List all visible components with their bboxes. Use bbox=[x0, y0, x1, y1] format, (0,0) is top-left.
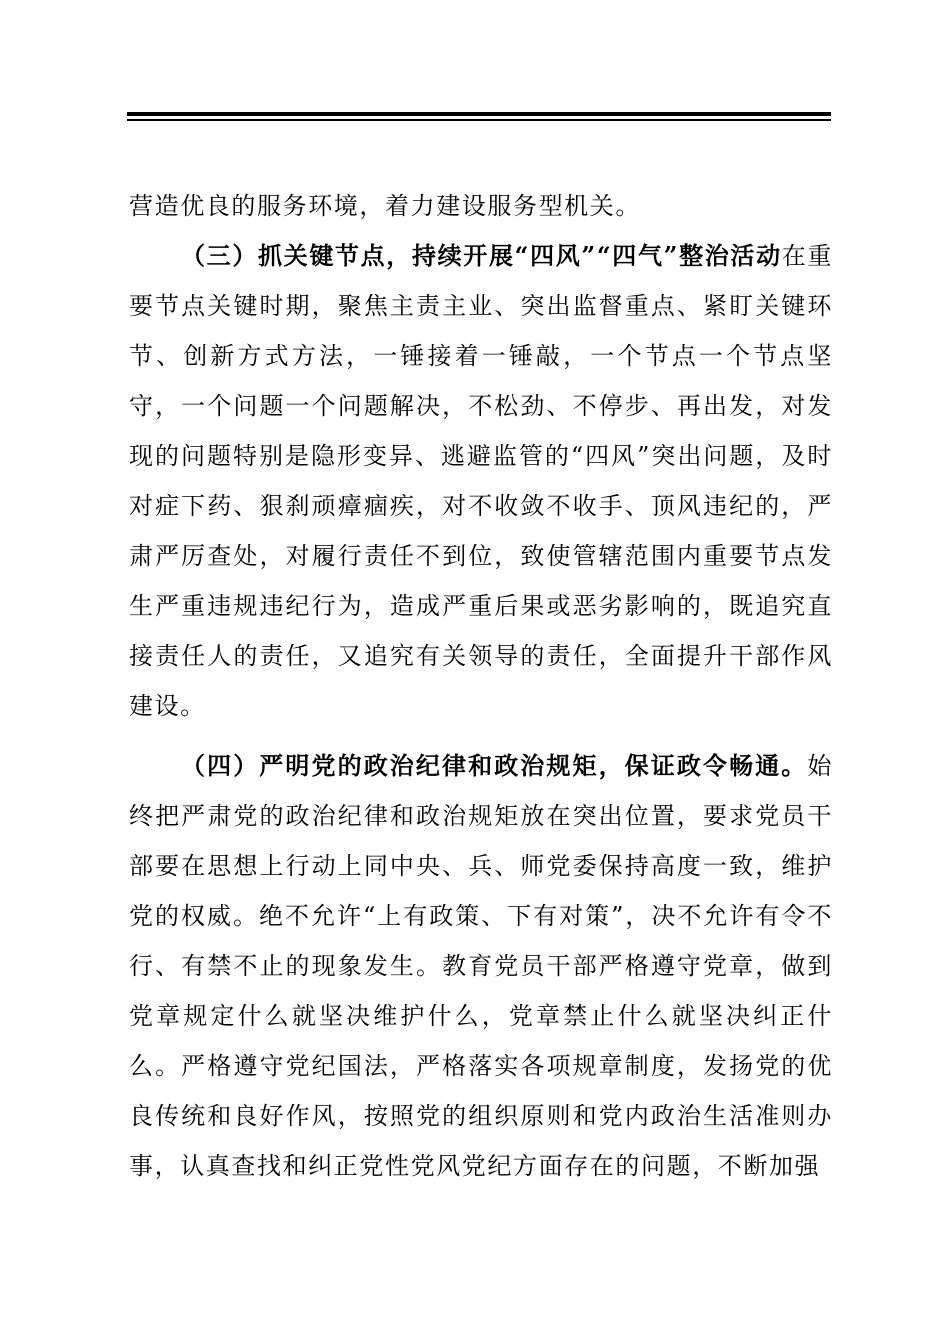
header-rule-thin bbox=[127, 119, 831, 121]
paragraph-section-three bbox=[129, 231, 833, 731]
header-double-rule bbox=[127, 112, 831, 122]
section-heading-three: （三）抓关键节点，持续开展“四风”“四气”整治活动 bbox=[181, 241, 782, 270]
header-rule-thick bbox=[127, 112, 831, 116]
paragraph-text: 营造优良的服务环境，着力建设服务型机关。 bbox=[129, 192, 641, 220]
document-body bbox=[129, 181, 833, 1191]
paragraph-text: 在重要节点关键时期，聚焦主责主业、突出监督重点、紧盯关键环节、创新方式方法，一锤接着一锤敲，一个节点一个节点坚守，一个问题一个问题解决，不松劲、不停步、再出发，对发现的问题特别是隐形变异、逃避监管的“四风”突出问题，及时对症下药、狠刹顽瘴痼疾，对不收敛不收手、顶风违纪的，严肃严厉查处，对履行责任不到位，致使管辖范围内重要节点发生严重违规违纪行为，造成严重后果或恶劣影响的，既追究直接责任人的责任，又追究有关领导的责任，全面提升干部作风建设。 bbox=[129, 242, 833, 720]
paragraph-section-four bbox=[129, 741, 833, 1191]
section-heading-four: （四）严明党的政治纪律和政治规矩，保证政令畅通。 bbox=[181, 751, 808, 780]
paragraph-text: 始终把严肃党的政治纪律和政治规矩放在突出位置，要求党员干部要在思想上行动上同中央、兵、师党委保持高度一致，维护党的权威。绝不允许“上有政策、下有对策”，决不允许有令不行、有禁不止的现象发生。教育党员干部严格遵守党章，做到党章规定什么就坚决维护什么，党章禁止什么就坚决纠正什么。严格遵守党纪国法，严格落实各项规章制度，发扬党的优良传统和良好作风，按照党的组织原则和党内政治生活准则办事，认真查找和纠正党性党风党纪方面存在的问题，不断加强 bbox=[129, 752, 833, 1180]
paragraph-continuation bbox=[129, 181, 833, 231]
